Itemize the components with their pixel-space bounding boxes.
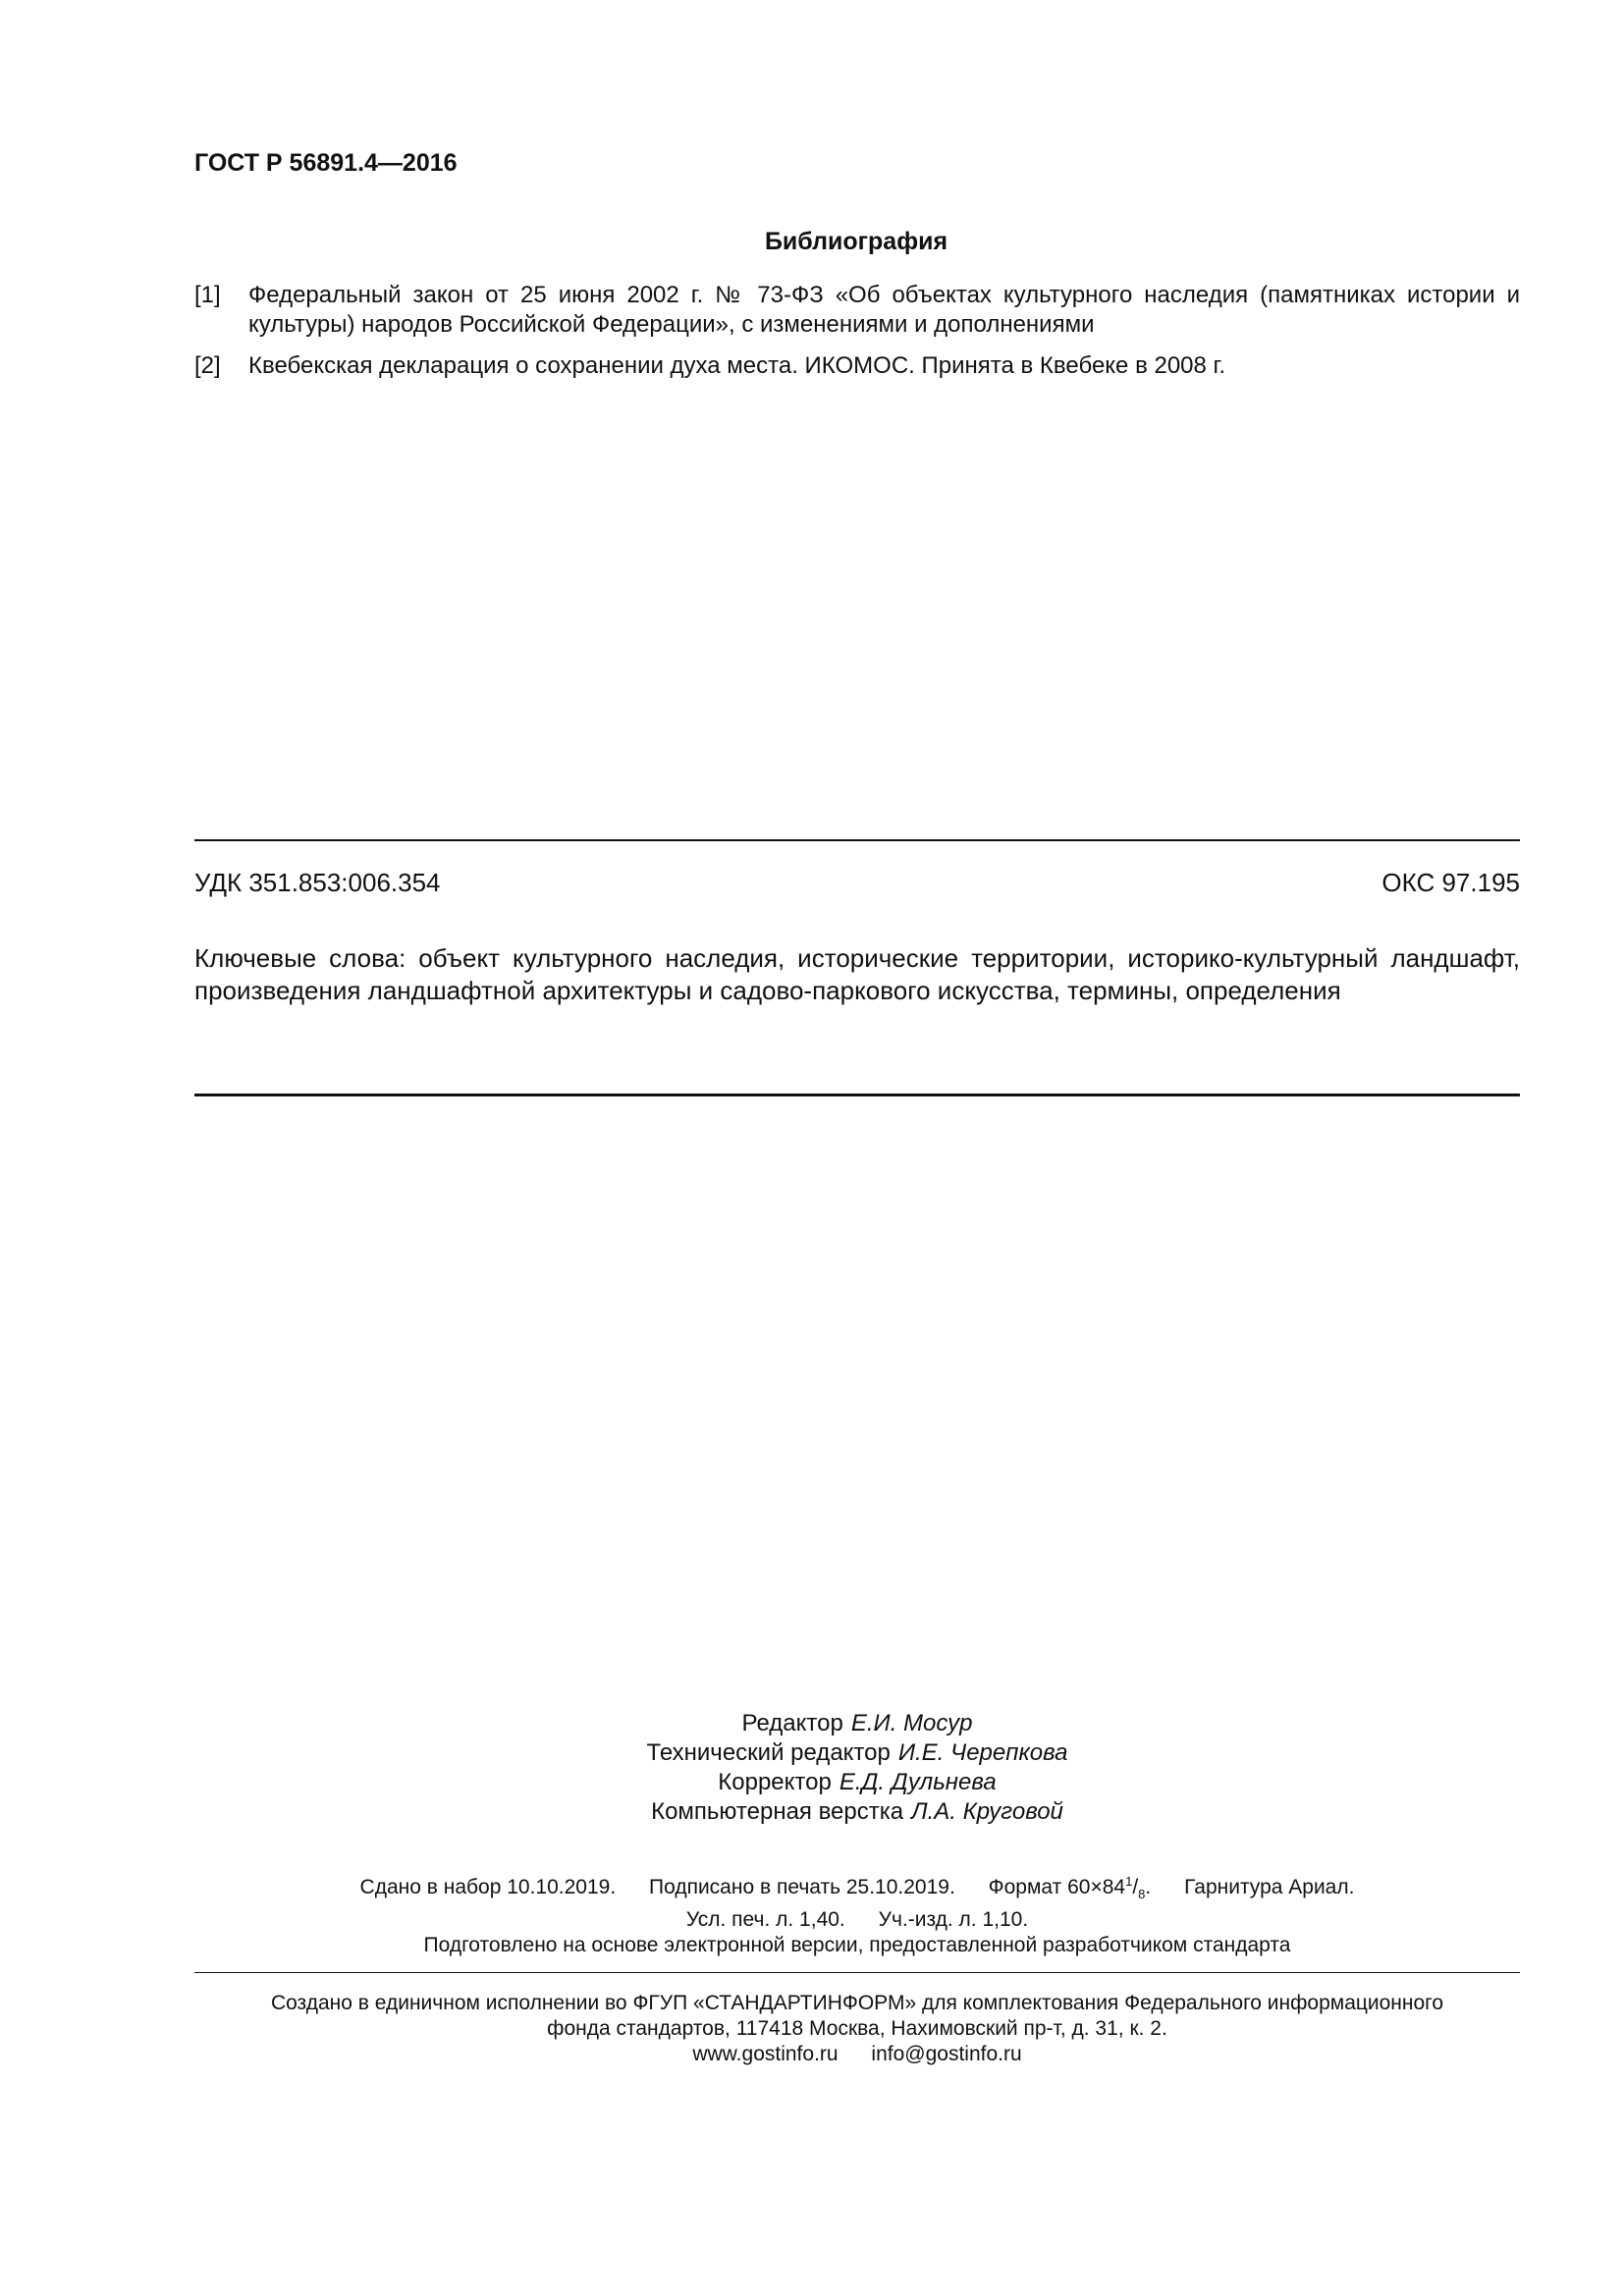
- credit-name: Е.Д. Дульнева: [839, 1769, 997, 1795]
- ref-text: Квебекская декларация о сохранении духа места. ИКОМОС. Принята в Квебеке в 2008 г.: [248, 352, 1226, 379]
- keywords: Ключевые слова: объект культурного наследия, исторические территории, историко-культурный ландшафт, произведения ландшафтной архитектуры и садово-паркового искусства, термины, определения: [194, 943, 1520, 1005]
- ref-text: Федеральный закон от 25 июня 2002 г. № 73-ФЗ «Об объектах культурного наследия (памятниках истории и культуры) народов Российской Федерации», с изменениями и дополнениями: [248, 282, 1520, 338]
- submitted-date: Сдано в набор 10.10.2019.: [359, 1876, 617, 1898]
- website-link[interactable]: www.gostinfo.ru: [692, 2043, 839, 2065]
- bibliography-ref: [194, 351, 1520, 381]
- print-info: [194, 1869, 1520, 1958]
- credit-line: [194, 1738, 1520, 1768]
- credits: [194, 1709, 1520, 1827]
- prepared-note: Подготовлено на основе электронной версии, предоставленной разработчиком стандарта: [423, 1934, 1291, 1957]
- print-sheets: Усл. печ. л. 1,40.: [685, 1908, 845, 1932]
- typeface: Гарнитура Ариал.: [1184, 1876, 1355, 1898]
- document-code: ГОСТ Р 56891.4—2016: [194, 149, 458, 177]
- pub-sheets: Уч.-изд. л. 1,10.: [878, 1908, 1029, 1932]
- credit-role: Корректор: [718, 1769, 832, 1795]
- signed-date: Подписано в печать 25.10.2019.: [649, 1876, 955, 1898]
- ref-number: [2]: [194, 352, 221, 379]
- credit-name: И.Е. Черепкова: [897, 1739, 1068, 1766]
- divider: [194, 839, 1520, 841]
- bibliography-title: Библиография: [764, 228, 948, 255]
- publisher-footer: [194, 1991, 1520, 2067]
- divider: [194, 1972, 1520, 1973]
- credit-line: [194, 1768, 1520, 1797]
- credit-line: [194, 1709, 1520, 1738]
- email-link[interactable]: info@gostinfo.ru: [871, 2043, 1022, 2065]
- format: Формат $60\times 84^1/_8$.: [988, 1874, 1152, 1902]
- credit-role: Компьютерная верстка: [651, 1798, 904, 1825]
- divider: [194, 1094, 1520, 1096]
- credit-name: Е.И. Мосур: [850, 1710, 973, 1736]
- credit-name: Л.А. Круговой: [911, 1798, 1063, 1825]
- credit-line: [194, 1797, 1520, 1827]
- bibliography-ref: [194, 281, 1520, 340]
- footer-line: Создано в единичном исполнении во ФГУП «СТАНДАРТИНФОРМ» для комплектования Федерального информационного: [270, 1992, 1444, 2014]
- credit-role: Редактор: [741, 1710, 843, 1736]
- ref-number: [1]: [194, 282, 221, 308]
- credit-role: Технический редактор: [646, 1739, 891, 1766]
- footer-address: фонда стандартов, 117418 Москва, Нахимовский пр-т, д. 31, к. 2.: [547, 2017, 1167, 2040]
- oks-code: ОКС 97.195: [1381, 868, 1520, 897]
- udk-code: УДК 351.853:006.354: [194, 868, 441, 897]
